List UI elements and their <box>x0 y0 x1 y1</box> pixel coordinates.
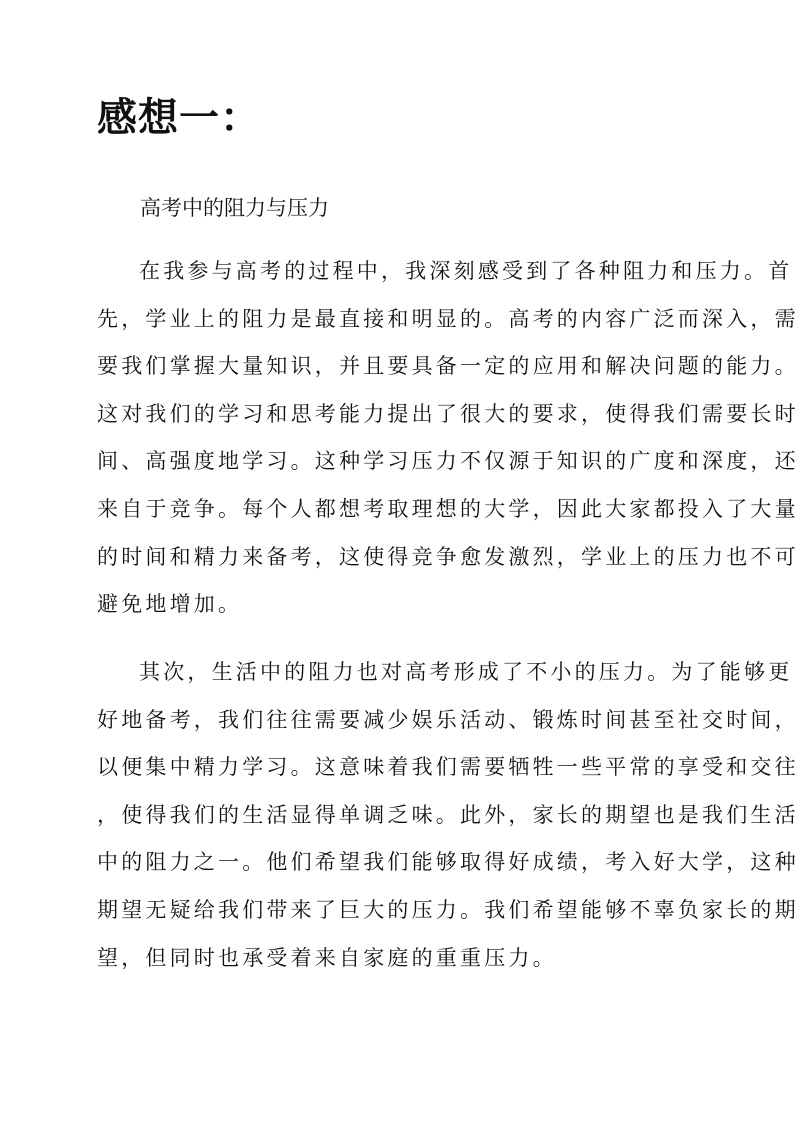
essay-subtitle: 高考中的阻力与压力 <box>140 196 329 220</box>
page-heading: 感想一： <box>97 94 261 141</box>
paragraph-line: 好地备考，我们往往需要减少娱乐活动、锻炼时间甚至社交时间， <box>97 707 799 732</box>
paragraph-line: 间、高强度地学习。这种学习压力不仅源于知识的广度和深度，还 <box>97 449 799 474</box>
paragraph-line: 的时间和精力来备考，这使得竞争愈发激烈，学业上的压力也不可 <box>97 544 799 569</box>
paragraph-line: 在我参与高考的过程中，我深刻感受到了各种阻力和压力。首 <box>139 259 793 283</box>
paragraph-line: 以便集中精力学习。这意味着我们需要牺牲一些平常的享受和交往 <box>97 755 799 780</box>
paragraph-line: 其次，生活中的阻力也对高考形成了不小的压力。为了能够更 <box>139 660 793 684</box>
paragraph-line: 避免地增加。 <box>97 592 243 617</box>
paragraph-line: 望，但同时也承受着来自家庭的重重压力。 <box>97 945 557 970</box>
paragraph-line: 中的阻力之一。他们希望我们能够取得好成绩，考入好大学，这种 <box>97 850 799 875</box>
paragraph-2 <box>97 657 799 990</box>
paragraph-1 <box>97 256 799 637</box>
paragraph-line: ，使得我们的生活显得单调乏味。此外，家长的期望也是我们生活 <box>97 802 799 827</box>
paragraph-line: 要我们掌握大量知识，并且要具备一定的应用和解决问题的能力。 <box>97 354 799 379</box>
paragraph-line: 来自于竞争。每个人都想考取理想的大学，因此大家都投入了大量 <box>97 496 799 521</box>
paragraph-line: 期望无疑给我们带来了巨大的压力。我们希望能够不辜负家长的期 <box>97 897 799 922</box>
paragraph-line: 这对我们的学习和思考能力提出了很大的要求，使得我们需要长时 <box>97 401 799 426</box>
paragraph-line: 先，学业上的阻力是最直接和明显的。高考的内容广泛而深入，需 <box>97 306 799 331</box>
